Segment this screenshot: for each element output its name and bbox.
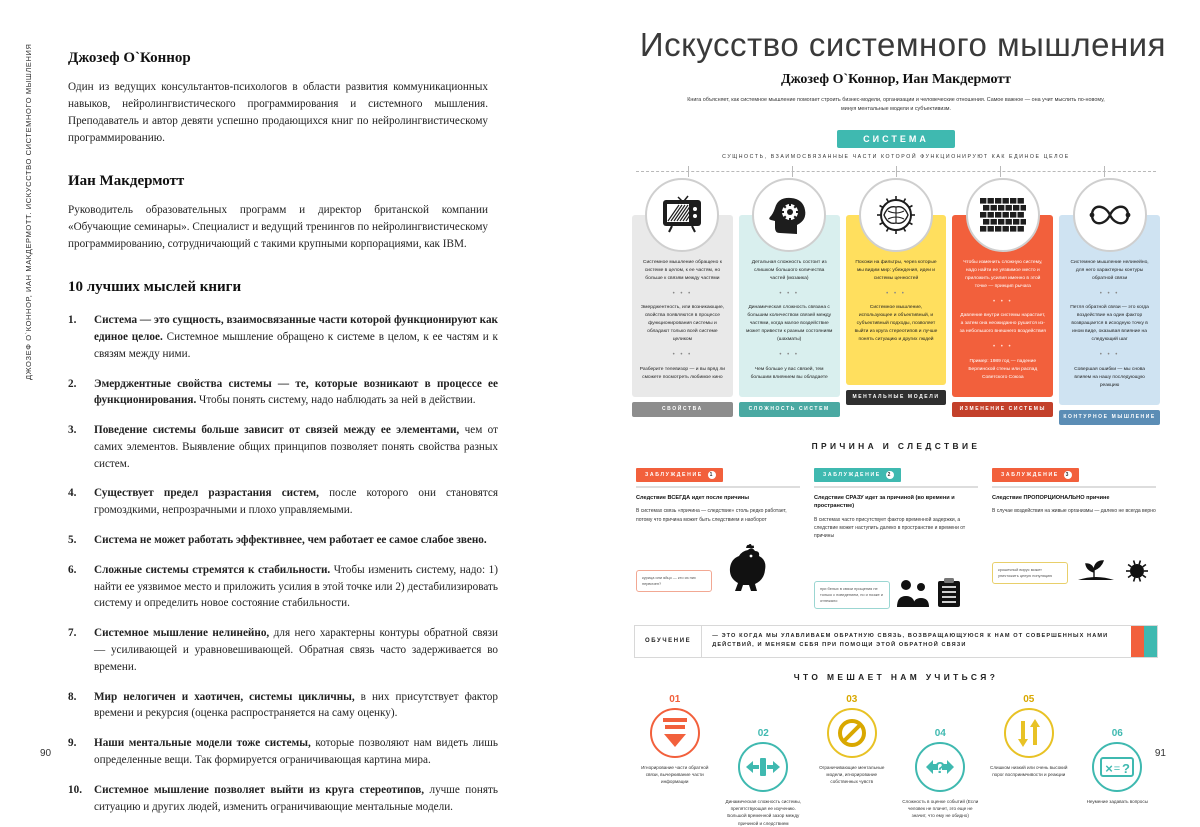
thought-rest: которые позволяют нам видеть лишь определенные вещи. Так формируется ограничивающая картина мира.: [94, 737, 498, 767]
system-column-text: Системное мышление, использующее и объективный, и субъективный подходы, позволяет выйти из круга стереотипов и лучше понять ситуацию и других людей: [854, 305, 938, 343]
separator-dots: • • •: [779, 290, 800, 297]
misconception-illustration: [636, 532, 800, 592]
svg-text:=: =: [1114, 762, 1121, 775]
thought-rest: Системное мышление обращено к системе в целом, к ее частям и к связям между ними.: [94, 330, 498, 360]
misconception-badge-text: ЗАБЛУЖДЕНИЕ: [823, 472, 881, 478]
thought-number: 8.: [68, 690, 77, 703]
thoughts-list: [68, 312, 498, 815]
question-arrows-icon: [915, 742, 965, 792]
author-two-bio: Руководитель образовательных программ и директор британской компании «Обучающие семинары». Специалист и ведущий тренингов по нейролингвистическому программированию, сотрудничающий с такими крупными корпорациями, как IBM.: [68, 204, 488, 251]
separator-dots: • • •: [992, 344, 1013, 351]
thought-item: [68, 562, 498, 612]
clipboard-icon: [936, 577, 962, 609]
thought-rest: лучше понять ситуацию и других людей, изменить ограничивающие ментальные модели.: [94, 783, 498, 813]
thought-rest: после которого они становятся громоздкими, непрозрачными и плохо управляемыми.: [94, 487, 498, 517]
obstacle-number: 01: [669, 693, 681, 705]
learning-tag: ОБУЧЕНИЕ: [635, 626, 702, 657]
thought-number: 5.: [68, 534, 77, 547]
best-thoughts-title: 10 лучших мыслей книги: [68, 279, 242, 296]
thought-item: [68, 312, 498, 362]
misconception-number: 3: [1065, 472, 1071, 478]
system-column: [632, 178, 733, 425]
svg-text:?: ?: [935, 759, 946, 777]
separator-dots: • • •: [672, 290, 693, 297]
misconception-number: 2: [887, 472, 893, 478]
no-entry-icon: [827, 708, 877, 758]
head-gear-icon: [752, 178, 826, 252]
system-column-label: СВОЙСТВА: [632, 402, 733, 418]
misconception-body: В системах связь «причина — следствие» столь редко работает, потому что причина может быть следствием и наоборот: [636, 508, 787, 523]
system-column: [952, 178, 1053, 425]
system-column-text: Эмерджентность, или возникающие, свойства появляются в процессе функционирования системы и обладают только всей системе целиком: [640, 305, 725, 343]
separator-dots: • • •: [1099, 290, 1120, 297]
connector-rule: [636, 166, 1156, 176]
system-column-text: Похожи на фильтры, через которые мы видим мир: убеждения, идеи и системы ценностей: [855, 259, 937, 281]
misconception-badge: [636, 468, 723, 482]
system-columns: [626, 178, 1166, 425]
system-column-label: ИЗМЕНЕНИЕ СИСТЕМЫ: [952, 402, 1053, 418]
svg-text:?: ?: [1122, 760, 1131, 776]
misconception-number: 1: [709, 472, 715, 478]
obstacle-text: Сложность в оценке событий (Если человек не плачет, это еще не значит, что ему не обидно): [902, 798, 979, 819]
system-column-text: Динамическая сложность связана с большим количеством связей между частями, когда малое воздействие может привести к разным состояниям (шахматы): [746, 305, 833, 343]
misconceptions-row: [626, 463, 1166, 609]
thought-number: 2.: [68, 377, 77, 390]
thought-lead: Наши ментальные модели тоже системы,: [94, 737, 311, 750]
thought-lead: Существует предел разрастания систем,: [94, 487, 319, 500]
folio-left: 90: [40, 748, 52, 759]
obstacle-text: Ограничивающие ментальные модели, игнорирование собственных чувств: [819, 764, 885, 785]
thought-lead: Эмерджентные свойства системы — те, которые возникают в процессе ее функционирования.: [94, 377, 498, 407]
thought-item: [68, 532, 498, 549]
obstacle-item: [900, 728, 982, 827]
cause-effect-heading: ПРИЧИНА И СЛЕДСТВИЕ: [811, 441, 981, 451]
thought-lead: Система не может работать эффективнее, чем работает ее самое слабое звено.: [94, 534, 487, 547]
spine-label: ДЖОЗЕФ О`КОННОР, ИАН МАКДЕРМОТТ. ИСКУССТВО СИСТЕМНОГО МЫШЛЕНИЯ: [24, 43, 33, 380]
arrow-filter-icon: [650, 708, 700, 758]
misconception-block: [636, 463, 800, 609]
obstacle-number: 02: [757, 727, 769, 739]
misconception-bubble: при белых в связи прощения не только с поведением, но и позже и отлежало: [814, 581, 890, 609]
separator-dots: • • •: [1099, 351, 1120, 358]
thought-rest: чем от самих элементов. Выявление общих принципов позволяет понять свойства разных систем.: [94, 424, 499, 470]
thought-lead: Мир нелогичен и хаотичен, системы цикличны,: [94, 690, 355, 703]
system-column: [1059, 178, 1160, 425]
thought-lead: Системное мышление позволяет выйти из круга стереотипов,: [94, 783, 425, 796]
misconception-block: [992, 463, 1156, 609]
misconception-badge-text: ЗАБЛУЖДЕНИЕ: [1001, 472, 1059, 478]
obstacle-item: [1077, 728, 1159, 827]
author-one-bio: Один из ведущих консультантов-психологов в области развития коммуникационных навыков, нейролингвистического программирования и системного мышления. Преподаватель и автор девяти успешно продающихся книг по нейролингвистическому программированию.: [68, 81, 488, 145]
thought-lead: Сложные системы стремятся к стабильности.: [94, 563, 331, 576]
system-column-label: КОНТУРНОЕ МЫШЛЕНИЕ: [1059, 410, 1160, 426]
learning-text: — ЭТО КОГДА МЫ УЛАВЛИВАЕМ ОБРАТНУЮ СВЯЗЬ, ВОЗВРАЩАЮЩУЮСЯ К НАМ ОТ СОВЕРШЕННЫХ НАМИ ДЕЙСТВИЙ, И МЕНЯЕМ СЕБЯ ПРИ ПОМОЩИ ЭТОЙ ОБРАТНОЙ СВЯЗИ: [712, 632, 1109, 649]
thought-rest: Чтобы понять систему, надо наблюдать за ней в действии.: [196, 394, 476, 407]
infinity-icon: [1073, 178, 1147, 252]
separator-dots: • • •: [779, 351, 800, 358]
misconception-illustration: [992, 524, 1156, 584]
system-column: [739, 178, 840, 425]
thought-rest: в них присутствует фактор времени и рекурсия (оценка распространяется на саму оценку).: [94, 690, 498, 720]
thought-lead: Системное мышление нелинейно,: [94, 627, 270, 640]
obstacle-text: Игнорирование части обратной связи, вычеркивание части информации: [641, 764, 709, 785]
system-caption: СУЩНОСТЬ, ВЗАИМОСВЯЗАННЫЕ ЧАСТИ КОТОРОЙ ФУНКЦИОНИРУЮТ КАК ЕДИНОЕ ЦЕЛОЕ: [722, 153, 1070, 160]
system-banner-wrap: [626, 129, 1166, 148]
up-down-arrows-icon: [1004, 708, 1054, 758]
system-column-text: Системное мышление нелинейно, для него характерны контуры обратной связи: [1070, 259, 1149, 281]
page-title: Искусство системного мышления: [639, 26, 1166, 63]
system-column-label: МЕНТАЛЬНЫЕ МОДЕЛИ: [846, 390, 947, 406]
learning-bar: [634, 625, 1158, 658]
separator-dots: • • •: [886, 290, 906, 297]
tv-icon: [645, 178, 719, 252]
obstacle-number: 03: [846, 693, 858, 705]
people-icon: [896, 577, 930, 609]
obstacle-text: Неумение задавать вопросы: [1086, 798, 1148, 804]
book-subtitle: Книга объясняет, как системное мышление помогает строить бизнес-модели, организации и человеческие отношения. Самое важное — она учит мыслить по-новому, минуя ментальные модели и субъективизм.: [687, 97, 1105, 113]
thought-number: 3.: [68, 424, 77, 437]
divider: [814, 486, 978, 488]
thought-item: [68, 735, 498, 769]
folio-right: 91: [1154, 748, 1166, 759]
system-column-label: СЛОЖНОСТЬ СИСТЕМ: [739, 402, 840, 418]
obstacle-number: 04: [934, 727, 946, 739]
thought-number: 10.: [68, 783, 82, 796]
separator-dots: • • •: [672, 351, 693, 358]
right-page: [600, 0, 1200, 826]
misconception-title: Следствие ВСЕГДА идет после причины: [636, 495, 750, 501]
left-page: [0, 0, 600, 813]
misconception-title: Следствие ПРОПОРЦИОНАЛЬНО причине: [992, 495, 1110, 501]
system-column-text: Чтобы изменить сложную систему, надо найти ее уязвимое место и приложить усилия именно в этой точке — принцип рычага: [963, 259, 1043, 289]
chicken-icon: [718, 544, 770, 592]
obstacle-item: [634, 694, 716, 827]
brick-wall-icon: [966, 178, 1040, 252]
misconception-badge: [992, 468, 1079, 482]
question-box-icon: [1092, 742, 1142, 792]
thought-number: 9.: [68, 737, 77, 750]
thought-number: 7.: [68, 627, 77, 640]
thought-lead: Система — это сущность, взаимосвязанные части которой функционируют как единое целое.: [94, 314, 498, 343]
separator-dots: • • •: [992, 298, 1013, 305]
divider: [992, 486, 1156, 488]
author-one-name: Джозеф О`Коннор: [68, 50, 191, 66]
obstacle-number: 05: [1023, 693, 1035, 705]
thought-lead: Поведение системы больше зависит от связей между ее элементами,: [94, 424, 460, 437]
thought-item: [68, 485, 498, 519]
thought-item: [68, 782, 498, 816]
system-column-text: Давление внутри системы нарастает, а затем она неожиданно рушится из-за небольшого внешнего воздействия: [959, 313, 1046, 335]
thought-item: [68, 625, 498, 675]
system-column-text: Пример: 1989 год — падение Берлинской стены или распад Советского Союза: [968, 358, 1038, 380]
misconception-illustration: [814, 549, 978, 609]
authors-line: Джозеф О`Коннор, Иан Макдермотт: [780, 72, 1012, 87]
system-column-text: Системное мышление обращено к системе в целом, к ее частям, но больше к связям между частями: [642, 259, 722, 281]
obstacles-heading: ЧТО МЕШАЕТ НАМ УЧИТЬСЯ?: [793, 671, 999, 682]
plant-icon: [1074, 554, 1118, 584]
misconception-body: В системах часто присутствует фактор временной задержки, а следствие может наступить далеко в пространстве и времени от причины: [814, 516, 966, 540]
misconception-badge-text: ЗАБЛУЖДЕНИЕ: [645, 472, 703, 478]
system-column-text: Чем больше у вас связей, тем большим влиянием вы обладаете: [750, 366, 828, 380]
obstacle-text: Слишком низкий или очень высокий порог восприимчивости и реакции: [990, 764, 1068, 777]
virus-icon: [1124, 558, 1150, 584]
brain-icon: [859, 178, 933, 252]
obstacle-number: 06: [1111, 727, 1123, 739]
misconception-bubble: крошечный вирус может уничтожить целую популяцию: [992, 562, 1068, 584]
thought-number: 6.: [68, 563, 77, 576]
thought-item: [68, 376, 498, 410]
misconception-bubble: курица или яйцо — кто из них первичен?: [636, 570, 712, 592]
svg-text:×: ×: [1105, 760, 1114, 776]
misconception-body: В случае воздействия на живые организмы — далеко не всегда верно: [992, 508, 1156, 515]
misconception-title: Следствие СРАЗУ идет за причиной (во времени и пространстве): [814, 495, 955, 510]
thought-number: 4.: [68, 487, 77, 500]
obstacle-text: Динамическая сложность системы, препятствующая ее изучению. Большой временной зазор между причиной и следствием: [725, 798, 801, 826]
obstacles-grid: [626, 694, 1166, 827]
thought-item: [68, 689, 498, 723]
misconception-badge: [814, 468, 901, 482]
obstacle-item: [723, 728, 805, 827]
obstacle-item: [988, 694, 1070, 827]
system-column-text: Разберите телевизор — и вы вряд ли сможете посмотреть любимое кино: [639, 366, 726, 380]
thought-rest: Чтобы изменить систему, надо: 1) найти ее уязвимое место и приложить усилия в этой точке или 2) дестабилизировать систему и определить новое состояние стабильности.: [94, 563, 498, 610]
system-column: [846, 178, 947, 425]
divider: [636, 486, 800, 488]
obstacle-item: [811, 694, 893, 827]
system-column-text: Петля обратной связи — это когда воздействие на один фактор возвращается в исходную точку в ином виде, оказывая влияние на следующий шаг: [1070, 305, 1149, 343]
system-banner: СИСТЕМА: [837, 130, 955, 148]
system-column-text: Детальная сложность состоит из слишком большого количества частей (мозаика): [751, 259, 827, 281]
system-column-text: Совершая ошибки — мы снова влияем на нашу последующую реакцию: [1074, 366, 1146, 388]
thought-item: [68, 422, 498, 472]
learning-arrow-icon: [1131, 626, 1157, 657]
expand-arrows-icon: [738, 742, 788, 792]
misconception-block: [814, 463, 978, 609]
thought-number: 1.: [68, 314, 77, 327]
author-two-name: Иан Макдермотт: [68, 173, 185, 190]
thought-rest: для него характерны контуры обратной связи — усиливающей и уравновешивающей. Обратная связь часто задерживается во времени.: [94, 627, 498, 673]
